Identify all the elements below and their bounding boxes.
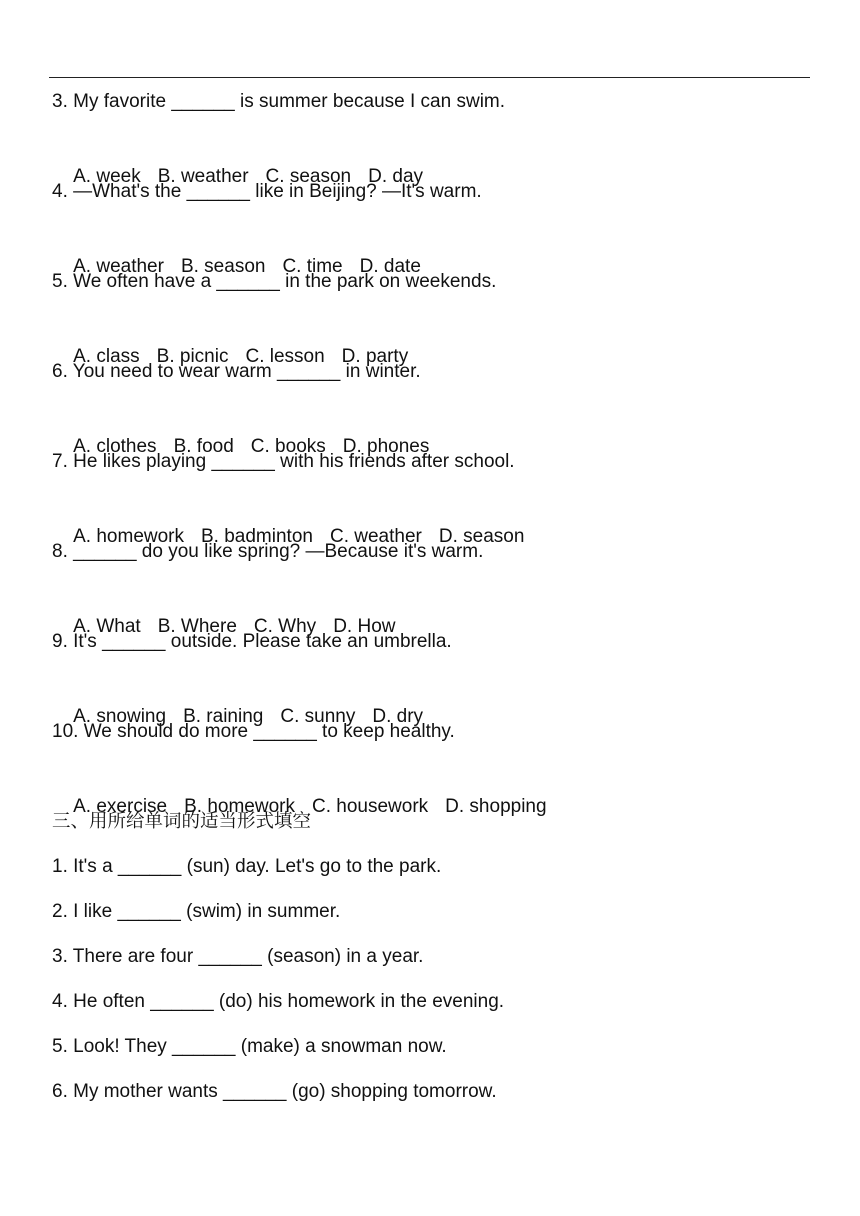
option-d: D. shopping bbox=[445, 796, 547, 817]
fill-in-item-4: 4. He often ______ (do) his homework in the evening. bbox=[52, 991, 505, 1012]
option-d: D. party bbox=[341, 346, 409, 367]
option-d: D. phones bbox=[342, 436, 430, 457]
question-5-options bbox=[52, 312, 812, 367]
option-a: A. homework bbox=[73, 526, 184, 547]
option-d: D. date bbox=[359, 256, 421, 277]
option-a: A. clothes bbox=[73, 436, 157, 457]
question-10: 10. We should do more ______ to keep healthy. bbox=[52, 721, 455, 742]
option-c: C. Why bbox=[253, 616, 317, 637]
option-a: A. What bbox=[73, 616, 141, 637]
question-4: 4. —What's the ______ like in Beijing? —It's warm. bbox=[52, 181, 482, 202]
fill-in-item-3: 3. There are four ______ (season) in a year. bbox=[52, 946, 424, 967]
section-3-heading: 三、用所给单词的适当形式填空 bbox=[52, 811, 312, 832]
option-c: C. weather bbox=[329, 526, 422, 547]
option-a: A. snowing bbox=[73, 706, 167, 727]
option-c: C. sunny bbox=[280, 706, 356, 727]
question-6: 6. You need to wear warm ______ in winter. bbox=[52, 361, 421, 382]
option-b: B. weather bbox=[157, 166, 249, 187]
option-b: B. Where bbox=[157, 616, 237, 637]
option-a: A. weather bbox=[73, 256, 164, 277]
question-9: 9. It's ______ outside. Please take an umbrella. bbox=[52, 631, 452, 652]
question-10-options bbox=[52, 762, 812, 817]
fill-in-item-1: 1. It's a ______ (sun) day. Let's go to the park. bbox=[52, 856, 442, 877]
option-b: B. raining bbox=[183, 706, 264, 727]
option-b: B. picnic bbox=[156, 346, 229, 367]
fill-in-item-5: 5. Look! They ______ (make) a snowman now. bbox=[52, 1036, 447, 1057]
worksheet-body bbox=[52, 87, 812, 1122]
fill-in-item-2: 2. I like ______ (swim) in summer. bbox=[52, 901, 341, 922]
option-c: C. time bbox=[282, 256, 343, 277]
option-b: B. food bbox=[173, 436, 234, 457]
option-d: D. dry bbox=[372, 706, 424, 727]
question-8: 8. ______ do you like spring? —Because it's warm. bbox=[52, 541, 484, 562]
question-5: 5. We often have a ______ in the park on weekends. bbox=[52, 271, 497, 292]
question-6-options bbox=[52, 402, 812, 457]
question-8-options bbox=[52, 582, 812, 637]
header-rule bbox=[49, 77, 810, 78]
option-a: A. class bbox=[73, 346, 140, 367]
question-3: 3. My favorite ______ is summer because I can swim. bbox=[52, 91, 506, 112]
option-b: B. season bbox=[180, 256, 266, 277]
option-d: D. day bbox=[368, 166, 424, 187]
option-a: A. exercise bbox=[73, 796, 168, 817]
fill-in-item-6: 6. My mother wants ______ (go) shopping tomorrow. bbox=[52, 1081, 497, 1102]
option-b: B. badminton bbox=[201, 526, 313, 547]
option-c: C. books bbox=[250, 436, 326, 457]
option-b: B. homework bbox=[184, 796, 295, 817]
option-c: C. housework bbox=[311, 796, 429, 817]
option-d: D. How bbox=[333, 616, 396, 637]
question-3-options bbox=[52, 132, 812, 187]
option-c: C. season bbox=[265, 166, 352, 187]
option-c: C. lesson bbox=[245, 346, 325, 367]
option-a: A. week bbox=[73, 166, 141, 187]
option-d: D. season bbox=[438, 526, 525, 547]
question-9-options bbox=[52, 672, 812, 727]
question-4-options bbox=[52, 222, 812, 277]
question-7: 7. He likes playing ______ with his friends after school. bbox=[52, 451, 515, 472]
question-7-options bbox=[52, 492, 812, 547]
